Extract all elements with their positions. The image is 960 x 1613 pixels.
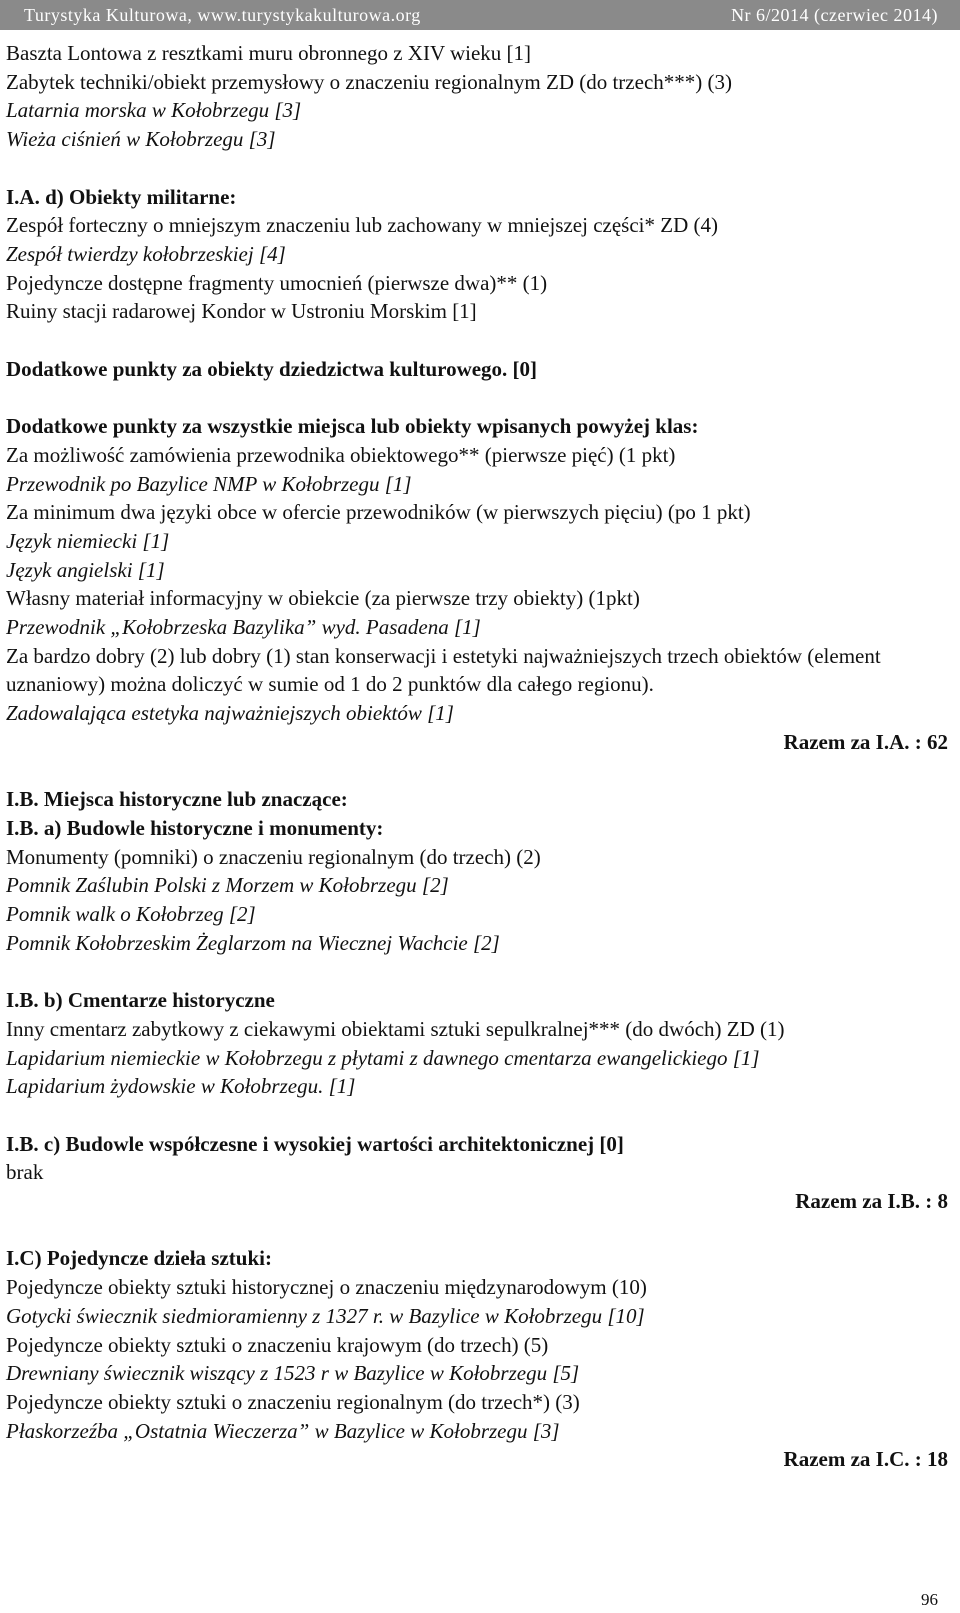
list-item: Latarnia morska w Kołobrzegu [3] <box>6 98 302 123</box>
criterion-line: Pojedyncze obiekty sztuki o znaczeniu regionalnym (do trzech*) (3) <box>6 1389 580 1414</box>
list-item: Lapidarium niemieckie w Kołobrzegu z płytami z dawnego cmentarza ewangelickiego [1] <box>6 1045 760 1070</box>
section-heading: I.B. b) Cmentarze historyczne <box>6 988 275 1013</box>
section-heading: Dodatkowe punkty za wszystkie miejsca lub obiekty wpisanych powyżej klas: <box>6 414 699 439</box>
list-item: Zadowalająca estetyka najważniejszych obiektów [1] <box>6 701 454 726</box>
list-item: Język angielski [1] <box>6 557 165 582</box>
criterion-line: Zabytek techniki/obiekt przemysłowy o znaczeniu regionalnym ZD (do trzech***) (3) <box>6 69 732 94</box>
document-body <box>6 39 950 1474</box>
list-item: Płaskorzeźba „Ostatnia Wieczerza” w Bazylice w Kołobrzegu [3] <box>6 1418 560 1443</box>
page-header <box>0 0 960 30</box>
list-item: Przewodnik „Kołobrzeska Bazylika” wyd. Pasadena [1] <box>6 615 481 640</box>
criterion-line: Pojedyncze obiekty sztuki historycznej o znaczeniu międzynarodowym (10) <box>6 1275 647 1300</box>
list-item: Lapidarium żydowskie w Kołobrzegu. [1] <box>6 1074 356 1099</box>
list-item: Drewniany świecznik wiszący z 1523 r w Bazylice w Kołobrzegu [5] <box>6 1361 580 1386</box>
list-item: Pomnik Zaślubin Polski z Morzem w Kołobrzegu [2] <box>6 873 449 898</box>
issue-number: Nr 6/2014 (czerwiec 2014) <box>731 4 938 25</box>
list-item: Pomnik Kołobrzeskim Żeglarzom na Wiecznej Wachcie [2] <box>6 930 500 955</box>
criterion-paragraph: Za bardzo dobry (2) lub dobry (1) stan konserwacji i estetyki najważniejszych trzech obiektów (element uznaniowy) można doliczyć w sumie od 1 do 2 punktów dla całego regionu). <box>6 643 881 697</box>
list-item: Zespół twierdzy kołobrzeskiej [4] <box>6 241 286 266</box>
section-heading: I.B. c) Budowle współczesne i wysokiej wartości architektonicznej [0] <box>6 1131 624 1156</box>
criterion-line: Pojedyncze obiekty sztuki o znaczeniu krajowym (do trzech) (5) <box>6 1332 549 1357</box>
list-item: Przewodnik po Bazylice NMP w Kołobrzegu [1] <box>6 471 412 496</box>
criterion-line: Monumenty (pomniki) o znaczeniu regionalnym (do trzech) (2) <box>6 844 541 869</box>
list-item: Gotycki świecznik siedmioramienny z 1327 r. w Bazylice w Kołobrzegu [10] <box>6 1303 645 1328</box>
section-total: Razem za I.A. : 62 <box>783 729 948 754</box>
section-heading: I.A. d) Obiekty militarne: <box>6 184 237 209</box>
criterion-line: Za możliwość zamówienia przewodnika obiektowego** (pierwsze pięć) (1 pkt) <box>6 442 676 467</box>
page-number: 96 <box>921 1590 938 1609</box>
section-total: Razem za I.B. : 8 <box>795 1189 948 1214</box>
criterion-line: Własny materiał informacyjny w obiekcie (za pierwsze trzy obiekty) (1pkt) <box>6 586 640 611</box>
criterion-line: Za minimum dwa języki obce w ofercie przewodników (w pierwszych pięciu) (po 1 pkt) <box>6 500 751 525</box>
list-item: Wieża ciśnień w Kołobrzegu [3] <box>6 127 276 152</box>
journal-title: Turystyka Kulturowa, www.turystykakulturowa.org <box>24 4 421 25</box>
list-item: Ruiny stacji radarowej Kondor w Ustroniu Morskim [1] <box>6 299 477 324</box>
criterion-line: Zespół forteczny o mniejszym znaczeniu lub zachowany w mniejszej części* ZD (4) <box>6 213 718 238</box>
list-item: brak <box>6 1160 44 1185</box>
list-item: Pomnik walk o Kołobrzeg [2] <box>6 902 256 927</box>
section-heading: Dodatkowe punkty za obiekty dziedzictwa kulturowego. [0] <box>6 356 538 381</box>
section-heading: I.B. a) Budowle historyczne i monumenty: <box>6 815 384 840</box>
criterion-line: Inny cmentarz zabytkowy z ciekawymi obiektami sztuki sepulkralnej*** (do dwóch) ZD (1) <box>6 1016 785 1041</box>
list-item: Język niemiecki [1] <box>6 528 170 553</box>
criterion-line: Pojedyncze dostępne fragmenty umocnień (pierwsze dwa)** (1) <box>6 270 548 295</box>
list-item: Baszta Lontowa z resztkami muru obronnego z XIV wieku [1] <box>6 41 532 65</box>
section-total: Razem za I.C. : 18 <box>783 1447 948 1472</box>
section-heading: I.C) Pojedyncze dzieła sztuki: <box>6 1246 272 1271</box>
section-heading: I.B. Miejsca historyczne lub znaczące: <box>6 787 348 812</box>
